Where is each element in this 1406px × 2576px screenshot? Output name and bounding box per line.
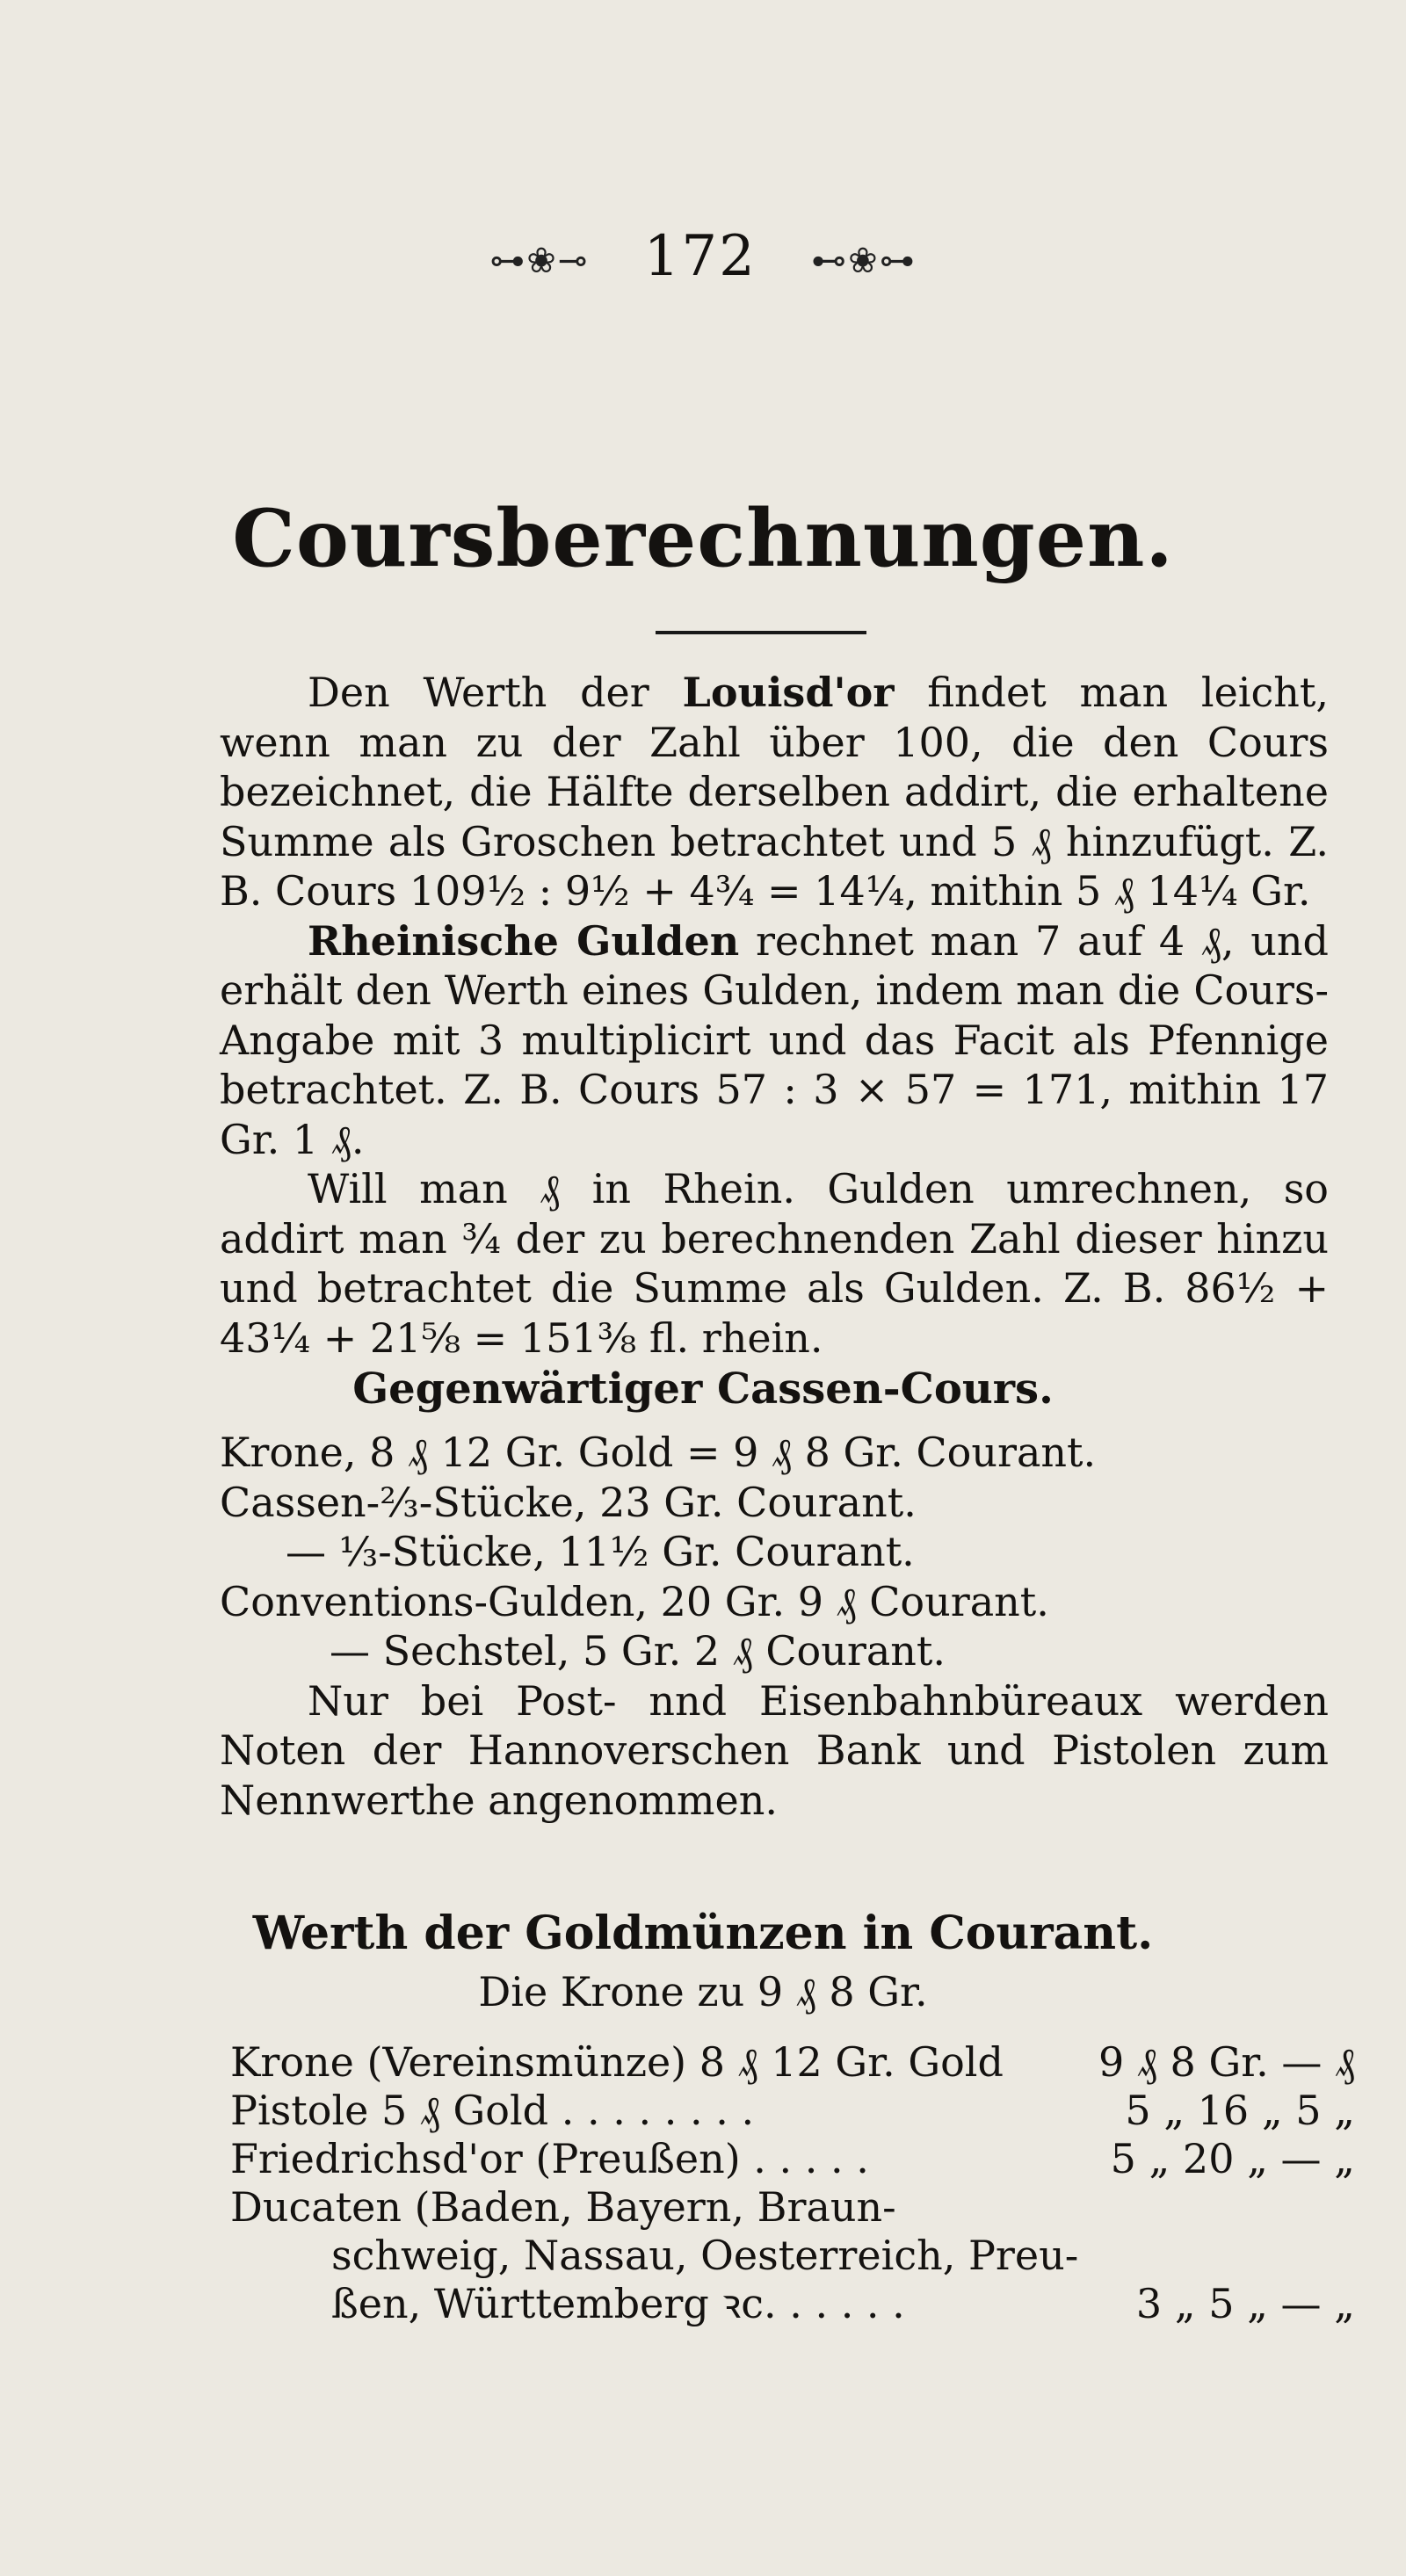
coin-name: Krone (Vereinsmünze) 8 ₰ 12 Gr. Gold: [230, 2038, 1004, 2086]
coin-name: ßen, Württemberg ꝛc. . . . . .: [331, 2280, 905, 2327]
coin-name: Ducaten (Baden, Bayern, Braun-: [230, 2183, 896, 2231]
term-rheinische-gulden: Rheinische Gulden: [308, 916, 740, 965]
section-heading-goldmuenzen: Werth der Goldmünzen in Courant.: [252, 1907, 1154, 1960]
table-row: [230, 2038, 1355, 2087]
cassen-note: Nur bei Post- nnd Eisenbahnbüreaux werden Noten der Hannoverschen Bank und Pistolen zum Nennwerthe angenommen.: [220, 1676, 1329, 1824]
term-louisdor: Louisd'or: [682, 669, 895, 716]
text-span: Den Werth der: [308, 669, 683, 716]
ornament-right-icon: ⊷❀⊶: [811, 240, 917, 281]
text-span: findet man leicht, wenn man zu der Zahl über 100, die den Cours bezeichnet, die Hälfte derselben addirt, die erhaltene Summe als Groschen betrachtet und 5 ₰ hinzufügt. Z. B. Cours 109½ : 9½ + 4¾ = 14¼, mithin 5 ₰ 14¼ Gr.: [220, 669, 1330, 915]
rate-row: — Sechstel, 5 Gr. 2 ₰ Courant.: [330, 1627, 946, 1675]
table-row: [230, 2135, 1355, 2183]
table-row: [230, 2280, 1355, 2328]
table-row: [230, 2232, 1355, 2280]
paragraph-umrechnung: Will man ₰ in Rhein. Gulden umrechnen, so addirt man ¾ der zu berechnenden Zahl dieser hinzu und betrachtet die Summe als Gulden. Z. B. 86½ + 43¼ + 21⅝ = 151⅜ fl. rhein.: [220, 1165, 1329, 1362]
paragraph-louisdor: [220, 668, 1329, 916]
coin-name: schweig, Nassau, Oesterreich, Preu-: [331, 2232, 1079, 2279]
table-row: [230, 2183, 1355, 2232]
text-span: rechnet man 7 auf 4 ₰, und erhält den Werth eines Gulden, indem man die Cours-Angabe mit 3 multiplicirt und das Facit als Pfennige betrachtet. Z. B. Cours 57 : 3 × 57 = 171, mithin 17 Gr. 1 ₰.: [220, 916, 1330, 1163]
ornament-left-icon: ⊶❀⊸: [489, 240, 590, 281]
coin-value: 9 ₰ 8 Gr. — ₰: [1098, 2038, 1355, 2086]
coin-value: 3 „ 5 „ — „: [1135, 2280, 1355, 2327]
table-row: [230, 2087, 1355, 2135]
rate-row: — ⅓-Stücke, 11½ Gr. Courant.: [286, 1528, 915, 1575]
coin-name: Friedrichsd'or (Preußen) . . . . .: [230, 2135, 869, 2182]
title-divider: [656, 631, 866, 634]
coin-value: 5 „ 20 „ — „: [1110, 2135, 1355, 2182]
cassen-cours-list: [220, 1428, 1329, 1825]
page-header: [0, 224, 1406, 289]
section-subheading-krone: Die Krone zu 9 ₰ 8 Gr.: [478, 1968, 928, 2015]
rate-row: Krone, 8 ₰ 12 Gr. Gold = 9 ₰ 8 Gr. Courant.: [220, 1429, 1097, 1476]
intro-text: [220, 668, 1329, 1363]
coin-name: Pistole 5 ₰ Gold . . . . . . . .: [230, 2087, 755, 2134]
coin-value: 5 „ 16 „ 5 „: [1125, 2087, 1355, 2134]
rate-row: Cassen-⅔-Stücke, 23 Gr. Courant.: [220, 1478, 917, 1526]
page-number: 172: [643, 224, 757, 289]
section-heading-cassen-cours: Gegenwärtiger Cassen-Cours.: [352, 1364, 1054, 1414]
rate-row: Conventions-Gulden, 20 Gr. 9 ₰ Courant.: [220, 1577, 1049, 1625]
gold-coin-table: [230, 2038, 1355, 2328]
page-title: Coursberechnungen.: [232, 492, 1174, 585]
paragraph-rheinische-gulden: [220, 916, 1329, 1165]
